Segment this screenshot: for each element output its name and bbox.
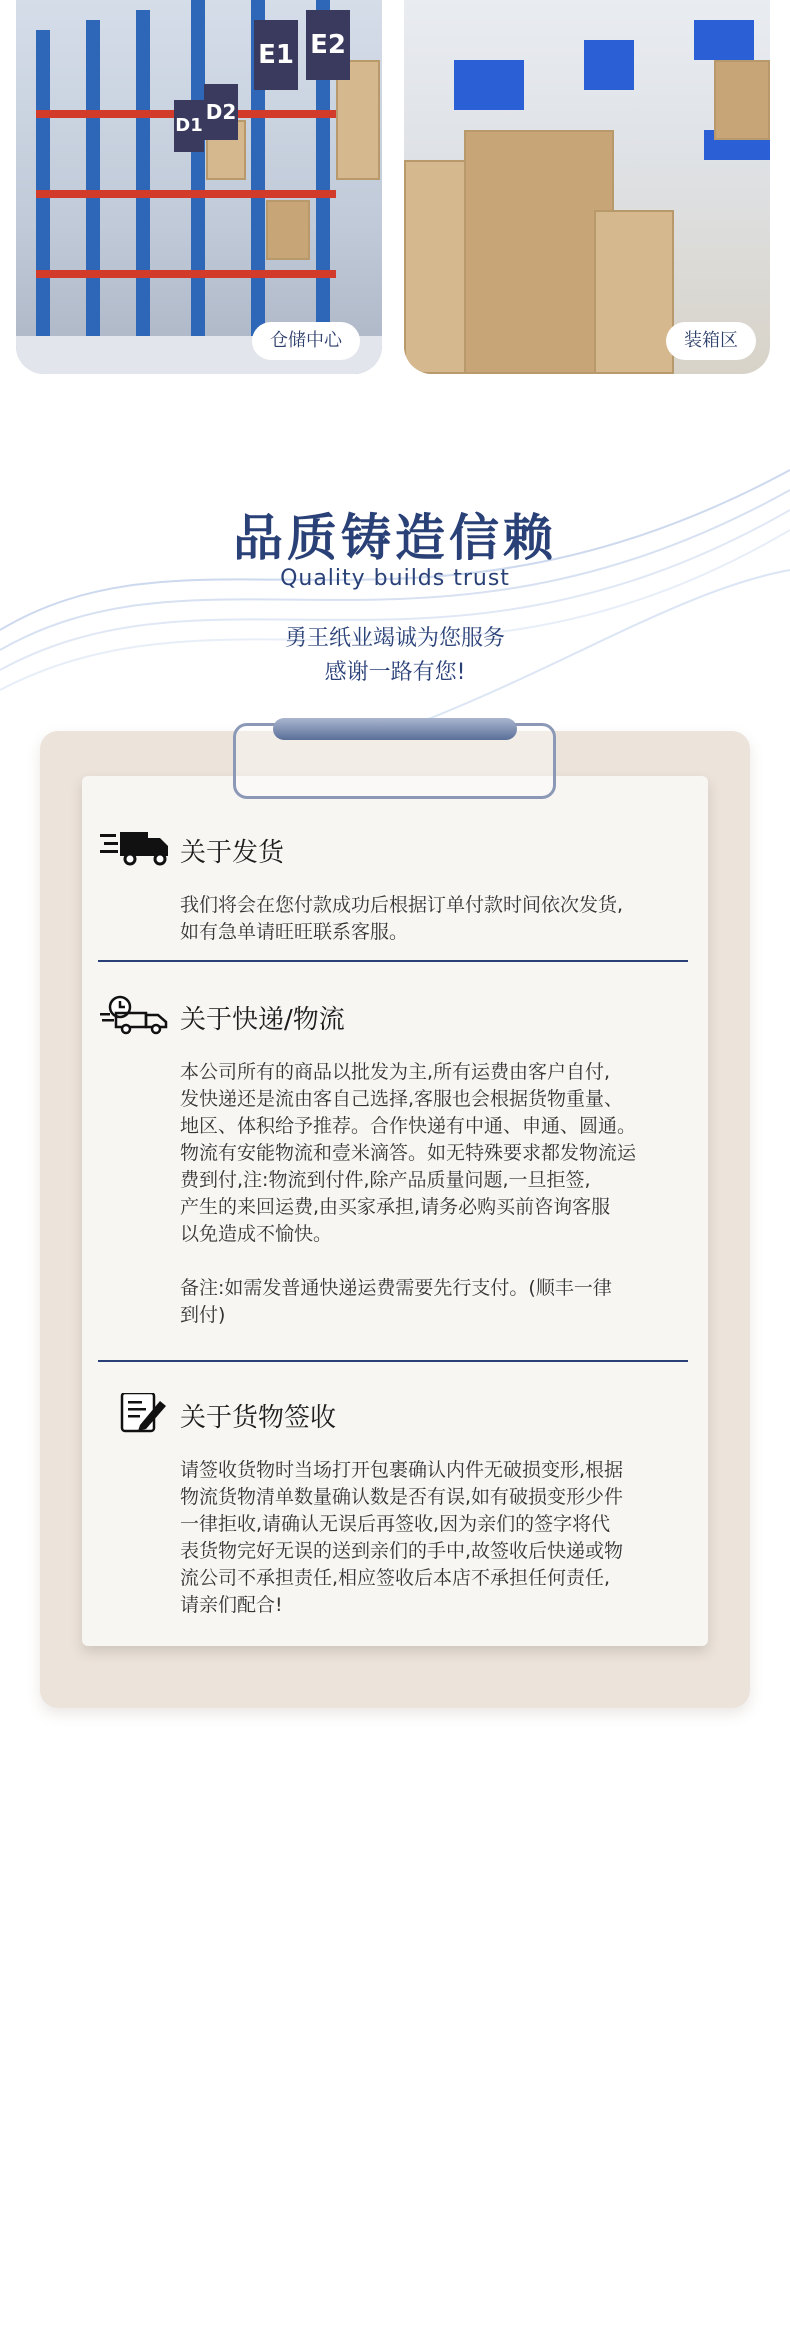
section-divider bbox=[98, 960, 688, 962]
page-title: 品质铸造信赖 bbox=[233, 509, 557, 567]
section-title: 关于发货 bbox=[180, 838, 285, 868]
packing-area-photo bbox=[404, 0, 770, 374]
timed-delivery-truck-icon bbox=[100, 995, 174, 1035]
section-express-logistics bbox=[100, 995, 690, 1329]
tagline-line-1: 勇王纸业竭诚为您服务 bbox=[284, 626, 505, 651]
section-title: 关于货物签收 bbox=[180, 1403, 337, 1433]
section-shipping bbox=[100, 828, 690, 946]
section-body: 请签收货物时当场打开包裹确认内件无破损变形,根据 物流货物清单数量确认数是否有误,如有破损变形少件 一律拒收,请确认无误后再签收,因为亲们的签字将代 表货物完好无误的送到亲们的手中,故签收后快递或物 流公司不承担责任,相应签收后本店不承担任何责任, 请亲们配合! bbox=[180, 1459, 624, 1616]
section-body: 本公司所有的商品以批发为主,所有运费由客户自付, 发快递还是流由客自己选择,客服也会根据货物重量、 地区、体积给予推荐。合作快递有中通、申通、圆通。 物流有安能物流和壹米滴答。如无特殊要求都发物流运 费到付,注:物流到付件,除产品质量问题,一旦拒签, 产生的来回运费,由买家承担,请务必购买前咨询客服 以免造成不愉快。 备注:如需发普通快递运费需要先行支付。(顺丰一律 到付) bbox=[180, 1061, 637, 1326]
photo-label-packing: 装箱区 bbox=[666, 322, 756, 360]
photo-label-warehouse: 仓储中心 bbox=[252, 322, 360, 360]
section-body: 我们将会在您付款成功后根据订单付款时间依次发货, 如有急单请旺旺联系客服。 bbox=[180, 894, 624, 943]
warehouse-photo bbox=[16, 0, 382, 374]
section-title: 关于快递/物流 bbox=[180, 1005, 345, 1035]
tagline-line-2: 感谢一路有您! bbox=[324, 660, 466, 685]
shelf-tag: E2 bbox=[306, 10, 350, 80]
delivery-truck-icon bbox=[100, 828, 174, 868]
sign-document-icon bbox=[100, 1393, 174, 1433]
shelf-tag: E1 bbox=[254, 20, 298, 90]
section-receipt bbox=[100, 1393, 690, 1619]
section-divider bbox=[98, 1360, 688, 1362]
shelf-tag: D1 bbox=[174, 100, 204, 152]
tagline bbox=[0, 622, 790, 690]
clipboard-clip-bar bbox=[273, 718, 517, 740]
page-subtitle: Quality builds trust bbox=[280, 566, 510, 591]
shelf-tag: D2 bbox=[204, 84, 238, 140]
